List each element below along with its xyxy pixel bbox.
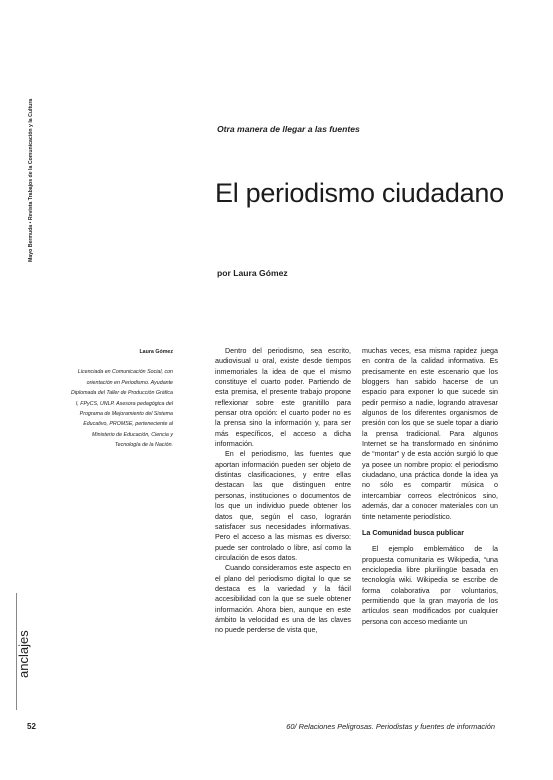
paragraph: El ejemplo emblemático de la propuesta comunitaria es Wikipedia, “una enciclopedia libre plurilingüe basada en tecnología wiki. Wikipedia se escribe de forma colaborativa por voluntarios, permitiendo que la gran mayoría de los artículos sean modificados por cualquier persona con acceso mediante un [362, 545, 498, 626]
paragraph: En el periodismo, las fuentes que aportan información pueden ser objeto de distintas clasificaciones, y entre ellas destacan las que distinguen entre personas, instituciones o documentos de los que un individuo puede obtener los datos que, según el caso, lograrán satisfacer sus necesidades informativas. Pero el acceso a las mismas es diverso: puede ser controlado o libre, así como la circulación de esos datos. [215, 450, 351, 562]
paragraph: Dentro del periodismo, sea escrito, audiovisual u oral, existe desde tiempos inmemoriales la idea de que el mismo constituye el cuarto poder. Partiendo de esta premisa, el presente trabajo propone reflexionar sobre este granitillo para pensar otra opción: el cuarto poder no es la prensa sino la información y, para ser más específicos, el acceso a dicha información. [215, 347, 351, 449]
section-title: Otra manera de llegar a las fuentes [217, 124, 360, 134]
author-bio [70, 347, 173, 451]
subheading: La Comunidad busca publicar [362, 528, 464, 537]
journal-side-header: Mayo Bermuda • Revista Trabajos de la Comunicación y la Cultura [28, 98, 34, 262]
page-number: 52 [27, 722, 36, 731]
paragraph: Cuando consideramos este aspecto en el plano del periodismo digital lo que se destaca es la variedad y la fácil accesibilidad con la que se suele obtener información. Ahora bien, aunque en este ámbito la velocidad es una de las claves no puede perderse de vista que, [215, 564, 351, 635]
text-column-2 [362, 346, 498, 627]
running-footer: 60/ Relaciones Peligrosas. Periodistas y fuentes de información [286, 722, 495, 731]
margin-label: anclajes [16, 630, 31, 678]
text-column-1 [215, 346, 351, 636]
article-title: El periodismo ciudadano [215, 178, 504, 208]
author-name: Laura Gómez [139, 349, 173, 355]
paragraph: muchas veces, esa misma rapidez juega en contra de la calidad informativa. Es precisamente en este escenario que los bloggers han sabido hacerse de un espacio para exponer lo que sucede sin pedir permiso a nadie, logrando atravesar algunos de los diferentes organismos de presión con los que se suele topar a diario la prensa tradicional. Para algunos Internet se ha transformado en sinónimo de “montar” y de esta acción surgió lo que ya posee un nombre propio: el periodismo ciudadano, una práctica donde la idea ya no sólo es compartir música o intercambiar correos electrónicos sino, además, dar a conocer materiales con un tinte netamente periodístico. [362, 347, 498, 521]
author-bio-text: Licenciada en Comunicación Social, con orientación en Periodismo. Ayudante Diplomada del Taller de Producción Gráfica I, FPyCS, UNLP. Asesora pedagógica del Programa de Mejoramiento del Sistema Educativo, PROMSE, perteneciente al Ministerio de Educación, Ciencia y Tecnología de la Nación. [71, 369, 173, 449]
byline: por Laura Gómez [217, 268, 288, 278]
